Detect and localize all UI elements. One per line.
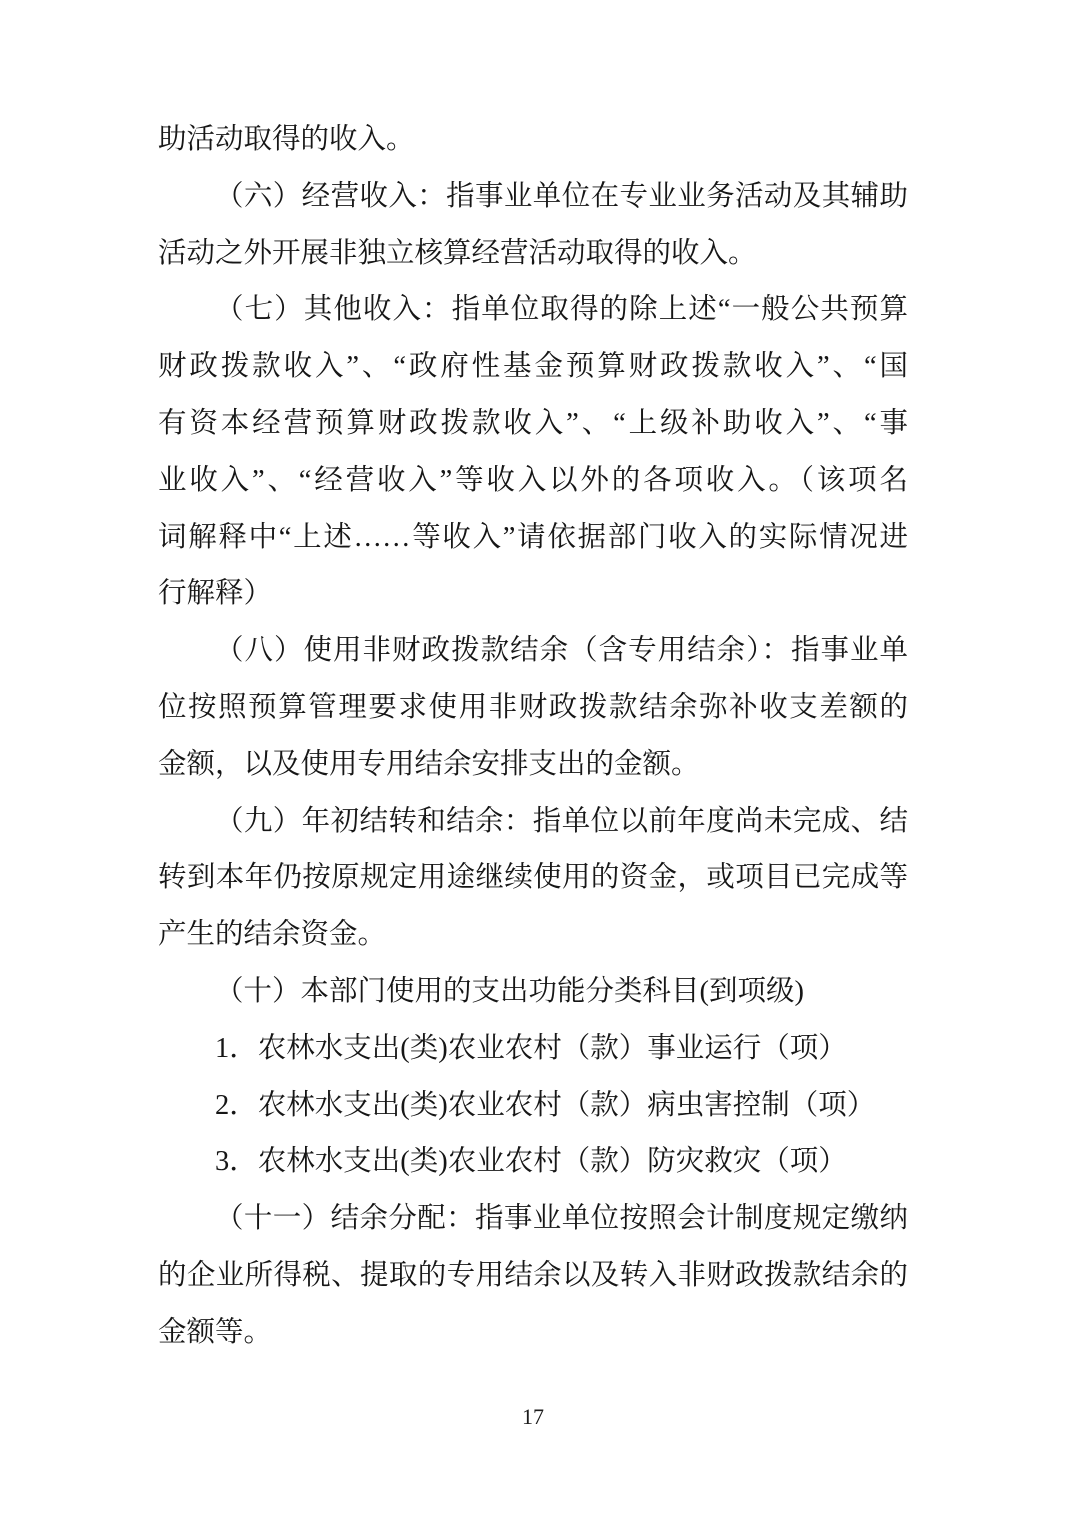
text-line: 金额，以及使用专用结余安排支出的金额。 bbox=[158, 748, 700, 780]
text-line: 有资本经营预算财政拨款收入”、“上级补助收入”、“事 bbox=[158, 407, 908, 439]
paragraph-term-8-use-of-non-fiscal-appropriation-surplus bbox=[158, 623, 908, 793]
paragraph-para-continued-from-previous-page bbox=[158, 112, 908, 169]
paragraph-term-7-other-income bbox=[158, 282, 908, 623]
text-line: 2．农林水支出(类)农业农村（款）病虫害控制（项） bbox=[215, 1089, 876, 1121]
paragraph-term-10-expenditure-function-classification bbox=[158, 964, 908, 1021]
text-line: 金额等。 bbox=[158, 1316, 273, 1348]
paragraph-term-10-list-item-1 bbox=[158, 1021, 908, 1078]
text-line: 产生的结余资金。 bbox=[158, 919, 387, 951]
text-line: 财政拨款收入”、“政府性基金预算财政拨款收入”、“国 bbox=[158, 351, 908, 383]
text-line: （八）使用非财政拨款结余（含专用结余）：指事业单 bbox=[215, 635, 908, 667]
paragraph-term-9-beginning-of-year-carryover-and-surplus bbox=[158, 794, 908, 964]
text-line: 行解释） bbox=[158, 578, 273, 610]
page-body bbox=[158, 112, 908, 1362]
paragraph-term-10-list-item-3 bbox=[158, 1134, 908, 1191]
text-line: 转到本年仍按原规定用途继续使用的资金，或项目已完成等 bbox=[158, 862, 908, 894]
paragraph-term-10-list-item-2 bbox=[158, 1078, 908, 1135]
paragraph-term-11-surplus-distribution bbox=[158, 1191, 908, 1361]
text-line: 位按照预算管理要求使用非财政拨款结余弥补收支差额的 bbox=[158, 691, 908, 723]
text-line: （十）本部门使用的支出功能分类科目(到项级) bbox=[215, 975, 804, 1007]
text-line: 3．农林水支出(类)农业农村（款）防灾救灾（项） bbox=[215, 1146, 847, 1178]
text-line: 助活动取得的收入。 bbox=[158, 124, 415, 155]
text-line: 活动之外开展非独立核算经营活动取得的收入。 bbox=[158, 237, 757, 269]
text-line: 的企业所得税、提取的专用结余以及转入非财政拨款结余的 bbox=[158, 1259, 908, 1291]
page-number: 17 bbox=[522, 1404, 544, 1429]
text-line: 业收入”、“经营收入”等收入以外的各项收入。（该项名 bbox=[158, 464, 908, 496]
text-line: 词解释中“上述……等收入”请依据部门收入的实际情况进 bbox=[158, 521, 908, 553]
text-line: 1．农林水支出(类)农业农村（款）事业运行（项） bbox=[215, 1032, 847, 1064]
text-line: （九）年初结转和结余：指单位以前年度尚未完成、结 bbox=[215, 805, 908, 837]
text-line: （七）其他收入：指单位取得的除上述“一般公共预算 bbox=[215, 294, 908, 326]
text-line: （六）经营收入：指事业单位在专业业务活动及其辅助 bbox=[215, 180, 908, 212]
text-line: （十一）结余分配：指事业单位按照会计制度规定缴纳 bbox=[215, 1203, 908, 1235]
paragraph-term-6-operating-income bbox=[158, 169, 908, 283]
